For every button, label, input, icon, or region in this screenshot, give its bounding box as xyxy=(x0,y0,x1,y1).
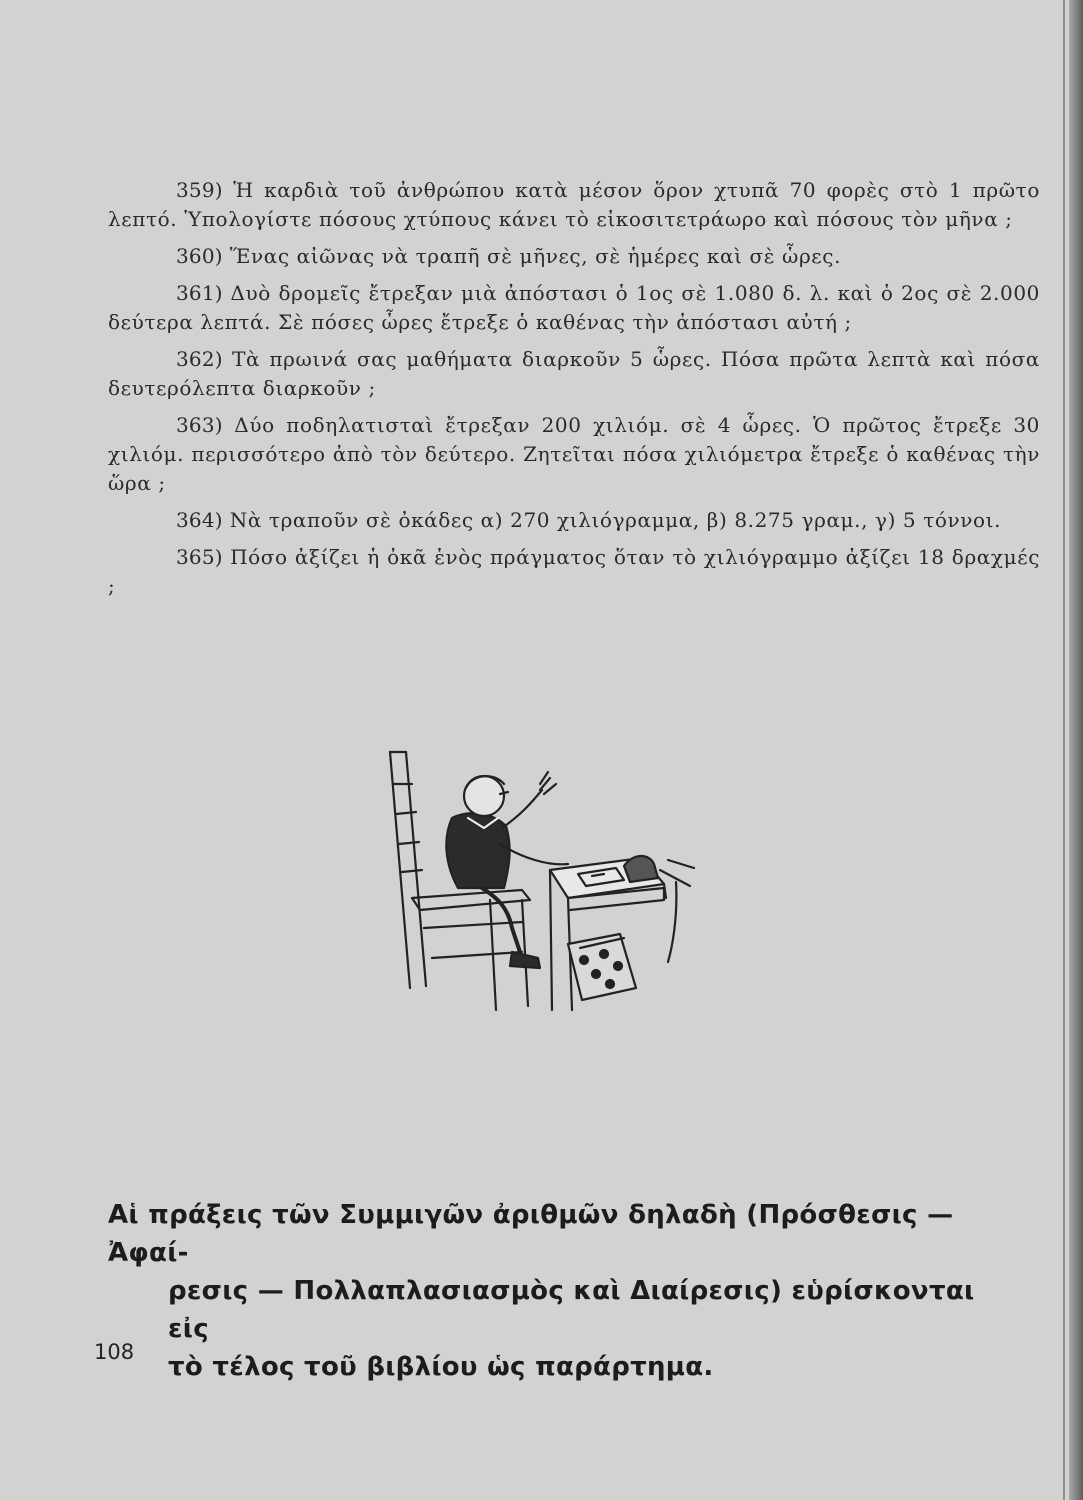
appendix-note-line: τὸ τέλος τοῦ βιβλίου ὡς παράρτημα. xyxy=(168,1352,714,1382)
problem-number: 360) xyxy=(176,244,223,268)
problem-text: Πόσο ἀξίζει ἡ ὀκᾶ ἑνὸς πράγματος ὅταν τὸ χιλιόγραμμο ἀξίζει 18 δραχμές ; xyxy=(108,545,1040,598)
problem-363 xyxy=(108,411,1040,498)
problem-text: Νὰ τραποῦν σὲ ὀκάδες α) 270 χιλιόγραμμα, β) 8.275 γραμ., γ) 5 τόννοι. xyxy=(229,508,1002,532)
problem-list xyxy=(108,176,1040,609)
appendix-note-line: ρεσις — Πολλαπλασιασμὸς καὶ Διαίρεσις) εὑρίσκονται εἰς xyxy=(168,1276,975,1344)
problem-359 xyxy=(108,176,1040,234)
appendix-note xyxy=(108,1196,1008,1386)
problem-text: Ἡ καρδιὰ τοῦ ἀνθρώπου κατὰ μέσον ὅρον χτυπᾶ 70 φορὲς στὸ 1 πρῶτο λεπτό. Ὑπολογίστε πόσους χτύπους κάνει τὸ εἰκοσιτετράωρο καὶ πόσους τὸν μῆνα ; xyxy=(108,178,1040,231)
page-binding-edge xyxy=(1069,0,1083,1500)
illustration-boy-at-desk xyxy=(372,748,702,1020)
problem-360 xyxy=(108,242,1040,271)
page-number: 108 xyxy=(94,1340,135,1364)
problem-number: 361) xyxy=(176,281,223,305)
problem-361 xyxy=(108,279,1040,337)
problem-text: Δυὸ δρομεῖς ἔτρεξαν μιὰ ἀπόστασι ὁ 1ος σὲ 1.080 δ. λ. καὶ ὁ 2ος σὲ 2.000 δεύτερα λεπτά. Σὲ πόσες ὧρες ἔτρεξε ὁ καθένας τὴν ἀπόστασι αὐτή ; xyxy=(108,281,1040,334)
problem-number: 364) xyxy=(176,508,223,532)
problem-number: 363) xyxy=(176,413,223,437)
problem-number: 359) xyxy=(176,178,223,202)
problem-text: Τὰ πρωινά σας μαθήματα διαρκοῦν 5 ὧρες. Πόσα πρῶτα λεπτὰ καὶ πόσα δευτερόλεπτα διαρκοῦν ; xyxy=(108,347,1040,400)
problem-text: Δύο ποδηλατισταὶ ἔτρεξαν 200 χιλιόμ. σὲ 4 ὧρες. Ὁ πρῶτος ἔτρεξε 30 χιλιόμ. περισσότερο ἀπὸ τὸν δεύτερο. Ζητεῖται πόσα χιλιόμετρα ἔτρεξε ὁ καθένας τὴν ὥρα ; xyxy=(108,413,1040,495)
appendix-note-line: Αἱ πράξεις τῶν Συμμιγῶν ἀριθμῶν δηλαδὴ (Πρόσθεσις — Ἀφαί- xyxy=(108,1200,954,1268)
problem-number: 365) xyxy=(176,545,223,569)
problem-number: 362) xyxy=(176,347,223,371)
problem-364 xyxy=(108,506,1040,535)
problem-362 xyxy=(108,345,1040,403)
problem-365 xyxy=(108,543,1040,601)
problem-text: Ἕνας αἰῶνας νὰ τραπῆ σὲ μῆνες, σὲ ἡμέρες καὶ σὲ ὧρες. xyxy=(229,244,842,268)
